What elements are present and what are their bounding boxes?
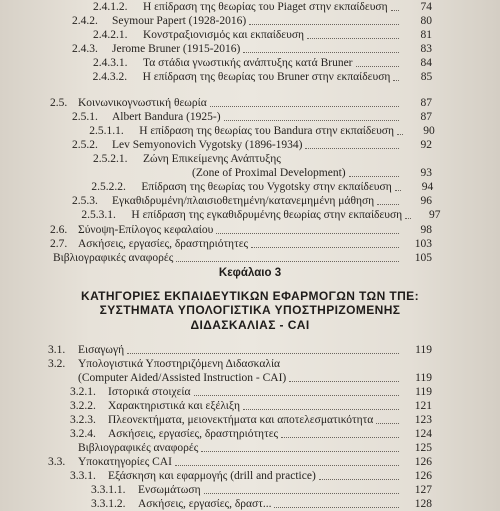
toc-page-number: 103 — [414, 238, 432, 250]
toc-entry-number: 3.2. — [48, 358, 66, 370]
toc-leader-dots — [251, 246, 399, 248]
toc-top-entry — [0, 152, 500, 166]
toc-page-number: 87 — [420, 111, 432, 123]
toc-leader-dots — [395, 189, 401, 191]
toc-top-entry — [0, 56, 500, 70]
toc-entry-title: Βιβλιογραφικές αναφορές — [53, 252, 174, 264]
toc-leader-dots — [216, 232, 399, 234]
toc-entry-title: (Computer Aided/Assisted Instruction - CAI) — [78, 372, 287, 384]
toc-leader-dots — [175, 464, 399, 466]
toc-page-number: 96 — [420, 195, 432, 207]
toc-page-number: 97 — [428, 209, 441, 221]
toc-entry-number: 3.3.1. — [70, 470, 96, 482]
toc-leader-dots — [204, 492, 399, 494]
toc-entry-title: Κοινωνικογνωστική θεωρία — [78, 97, 207, 109]
toc-entry-title: Η επίδραση της θεωρίας του Bruner στην εκπαίδευση — [142, 71, 391, 83]
toc-page-number: 128 — [414, 498, 432, 510]
toc-top-entry — [0, 208, 500, 222]
toc-entry-title: Επίδραση της θεωρίας του Vygotsky στην εκπαίδευση — [141, 181, 392, 193]
toc-top-entry — [0, 138, 500, 152]
toc-top-entry — [0, 42, 500, 56]
toc-entry-title: Ασκήσεις, εργασίες, δραστηριότητες — [108, 428, 279, 440]
toc-bottom-entry — [0, 371, 500, 385]
toc-bottom-entry — [0, 455, 500, 469]
toc-leader-dots — [210, 105, 399, 107]
toc-bottom-entry — [0, 469, 500, 483]
toc-page-number: 105 — [414, 252, 432, 264]
toc-entry-number: 3.2.2. — [70, 400, 96, 412]
toc-top-entry — [0, 237, 500, 251]
toc-top-entry — [0, 166, 500, 180]
toc-entry-title: Βιβλιογραφικές αναφορές — [78, 442, 199, 454]
toc-top-entry — [0, 70, 500, 84]
toc-entry-number: 2.5.2. — [72, 139, 98, 151]
toc-entry-title: Η επίδραση της θεωρίας του Piaget στην εκπαίδευση — [143, 1, 388, 13]
toc-entry-number: 3.2.1. — [70, 386, 96, 398]
toc-leader-dots — [243, 408, 399, 410]
toc-page-number: 126 — [414, 456, 432, 468]
toc-entry-number: 2.4.3. — [72, 43, 98, 55]
toc-entry-title: Jerome Bruner (1915-2016) — [112, 43, 241, 55]
toc-entry-number: 3.2.3. — [70, 414, 96, 426]
toc-entry-number: 2.5. — [50, 97, 68, 109]
toc-top-entry — [0, 180, 500, 194]
toc-bottom-entry — [0, 343, 500, 357]
toc-entry-number: 2.5.3.1. — [81, 209, 116, 221]
toc-leader-dots — [127, 352, 399, 354]
toc-leader-dots — [319, 478, 399, 480]
toc-bottom-entry — [0, 357, 500, 371]
toc-entry-number: 2.4.1.2. — [93, 1, 128, 13]
toc-leader-dots — [243, 51, 399, 53]
toc-page-number: 93 — [420, 167, 432, 179]
toc-top-entry — [0, 96, 500, 110]
toc-bottom-entry — [0, 427, 500, 441]
toc-page-number: 127 — [414, 484, 432, 496]
toc-entry-title: Ενσωμάτωση — [138, 484, 201, 496]
toc-entry-title: Albert Bandura (1925-) — [112, 111, 221, 123]
toc-leader-dots — [349, 175, 399, 177]
toc-bottom-entry — [0, 399, 500, 413]
toc-entry-number: 2.5.3. — [72, 195, 98, 207]
toc-entry-number: 2.5.1.1. — [89, 125, 124, 137]
toc-top-entry — [0, 223, 500, 237]
toc-page-number: 83 — [420, 43, 432, 55]
toc-entry-title: Εγκαθιδρυμένη/πλαισιοθετημένη/κατανεμημένη μάθηση — [112, 195, 375, 207]
toc-entry-title: Εξάσκηση και εφαρμογής (drill and practice) — [108, 470, 316, 482]
toc-entry-title: Ασκήσεις, εργασίες, δραστηριότητες — [78, 238, 249, 250]
toc-entry-title: Ασκήσεις, εργασίες, δραστ... — [138, 498, 272, 510]
toc-leader-dots — [224, 119, 399, 121]
toc-entry-title: Σύνοψη-Επίλογος κεφαλαίου — [78, 224, 214, 236]
toc-entry-number: 3.2.4. — [70, 428, 96, 440]
toc-entry-title: Υποκατηγορίες CAI — [78, 456, 172, 468]
toc-page-number: 81 — [420, 29, 432, 41]
toc-leader-dots — [376, 422, 399, 424]
toc-page-number: 98 — [420, 224, 432, 236]
toc-page-number: 125 — [414, 442, 432, 454]
toc-leader-dots — [281, 436, 399, 438]
toc-page-number: 87 — [420, 97, 432, 109]
toc-page-number: 119 — [415, 386, 432, 398]
toc-page-number: 90 — [423, 125, 435, 137]
toc-leader-dots — [377, 203, 399, 205]
toc-top-entry — [0, 14, 500, 28]
toc-entry-title: Εισαγωγή — [78, 344, 125, 356]
toc-leader-dots — [393, 79, 399, 81]
toc-entry-number: 2.5.2.2. — [91, 181, 126, 193]
toc-page-number: 94 — [421, 181, 434, 193]
toc-entry-number: 2.4.3.2. — [92, 71, 128, 83]
toc-entry-number: 3.3.1.1. — [91, 484, 126, 496]
toc-entry-title: Ζώνη Επικείμενης Ανάπτυξης — [143, 153, 281, 165]
toc-page-number: 92 — [420, 139, 432, 151]
toc-entry-title: Τα στάδια γνωστικής ανάπτυξης κατά Bruner — [143, 57, 353, 69]
toc-page-number: 84 — [420, 57, 432, 69]
toc-leader-dots — [274, 506, 399, 508]
toc-entry-number: 2.5.2.1. — [93, 153, 128, 165]
toc-top-entry — [0, 251, 500, 265]
toc-top-entry — [0, 28, 500, 42]
toc-leader-dots — [307, 37, 399, 39]
toc-entry-number: 2.7. — [50, 238, 68, 250]
toc-leader-dots — [391, 9, 399, 11]
toc-bottom-entry — [0, 441, 500, 455]
toc-bottom-entry — [0, 385, 500, 399]
toc-page-number: 121 — [414, 400, 432, 412]
toc-entry-number: 3.1. — [48, 344, 66, 356]
toc-entry-title: (Zone of Proximal Development) — [192, 167, 346, 179]
toc-bottom-entry — [0, 413, 500, 427]
toc-entry-title: Seymour Papert (1928-2016) — [112, 15, 247, 27]
toc-page-number: 119 — [415, 344, 432, 356]
toc-page-number: 126 — [414, 470, 432, 482]
toc-entry-number: 2.4.2. — [72, 15, 98, 27]
toc-page-number: 123 — [414, 414, 432, 426]
toc-leader-dots — [356, 65, 399, 67]
toc-leader-dots — [176, 260, 399, 262]
toc-entry-number: 3.3.1.2. — [91, 498, 126, 510]
toc-entry-title: Η επίδραση της εγκαθιδρυμένης θεωρίας στην εκπαίδευση — [131, 209, 403, 221]
toc-entry-title: Lev Semyonovich Vygotsky (1896-1934) — [112, 139, 303, 151]
toc-page-number: 119 — [415, 372, 432, 384]
toc-entry-title: Χαρακτηριστικά και εξέλιξη — [108, 400, 241, 412]
toc-entry-number: 3.3. — [48, 456, 66, 468]
chapter-title-line-3: ΔΙΔΑΣΚΑΛΙΑΣ - CAI — [190, 318, 310, 332]
toc-entry-title: Πλεονεκτήματα, μειονεκτήματα και αποτελεσματικότητα — [108, 414, 374, 426]
toc-entry-title: Ιστορικά στοιχεία — [108, 386, 191, 398]
toc-leader-dots — [289, 380, 399, 382]
toc-leader-dots — [201, 450, 399, 452]
chapter-title-line-1: ΚΑΤΗΓΟΡΙΕΣ ΕΚΠΑΙΔΕΥΤΙΚΩΝ ΕΦΑΡΜΟΓΩΝ ΤΩΝ ΤΠΕ: — [81, 289, 419, 303]
toc-page-number: 74 — [420, 1, 432, 13]
toc-entry-number: 2.4.3.1. — [93, 57, 128, 69]
toc-leader-dots — [305, 147, 399, 149]
toc-entry-number: 2.4.2.1. — [93, 29, 128, 41]
toc-top-entry — [0, 124, 500, 138]
toc-entry-title: Κονστραξιονισμός και εκπαίδευση — [143, 29, 305, 41]
toc-leader-dots — [194, 394, 399, 396]
toc-top-entry — [0, 0, 500, 14]
toc-entry-number: 2.5.1. — [72, 111, 98, 123]
chapter-label: Κεφάλαιο 3 — [218, 267, 282, 279]
toc-page-number: 124 — [414, 428, 432, 440]
toc-leader-dots — [397, 133, 403, 135]
toc-leader-dots — [405, 217, 411, 219]
toc-page-number: 80 — [420, 15, 432, 27]
toc-top-entry — [0, 110, 500, 124]
toc-entry-number: 2.6. — [50, 224, 68, 236]
toc-bottom-entry — [0, 483, 500, 497]
toc-leader-dots — [249, 23, 399, 25]
toc-page-number: 85 — [420, 71, 433, 83]
chapter-title-line-2: ΣΥΣΤΗΜΑΤΑ ΥΠΟΛΟΓΙΣΤΙΚΑ ΥΠΟΣΤΗΡΙΖΟΜΕΝΗΣ — [99, 303, 401, 317]
toc-top-entry — [0, 194, 500, 208]
toc-entry-title: Η επίδραση της θεωρίας του Bandura στην εκπαίδευση — [139, 125, 395, 137]
toc-bottom-entry — [0, 497, 500, 511]
toc-entry-title: Υπολογιστικά Υποστηριζόμενη Διδασκαλία — [78, 358, 281, 370]
